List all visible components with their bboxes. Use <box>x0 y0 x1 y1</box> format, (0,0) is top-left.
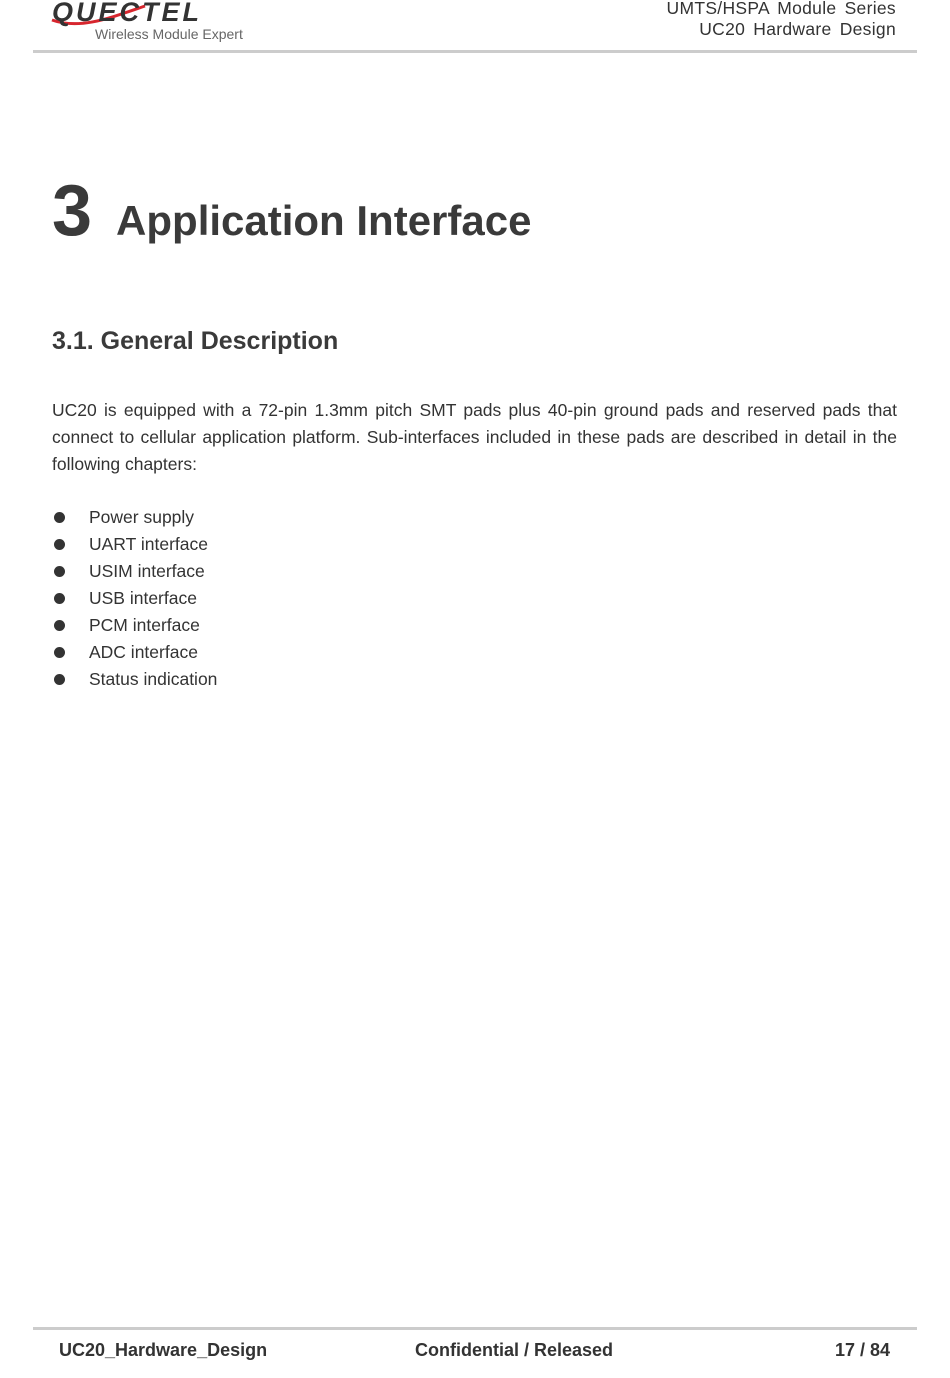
section-paragraph: UC20 is equipped with a 72-pin 1.3mm pitch SMT pads plus 40-pin ground pads and reserved pads that connect to cellular application platform. Sub-interfaces included in these pads are described in detail in the following chapters: <box>52 400 897 474</box>
list-item-text: Power supply <box>89 507 195 527</box>
bullet-icon <box>54 512 65 523</box>
list-item <box>52 585 217 612</box>
chapter-number: 3 <box>52 171 93 251</box>
list-item-text: UART interface <box>89 534 208 554</box>
bullet-icon <box>54 620 65 631</box>
list-item <box>52 504 217 531</box>
header-divider <box>33 50 917 53</box>
logo-tagline: Wireless Module Expert <box>95 26 243 42</box>
footer-status: Confidential / Released <box>415 1340 614 1360</box>
bullet-icon <box>54 674 65 685</box>
list-item <box>52 531 217 558</box>
list-item <box>52 666 217 693</box>
section-title: 3.1. General Description <box>52 327 339 355</box>
chapter-heading <box>52 170 531 252</box>
list-item <box>52 612 217 639</box>
list-item <box>52 558 217 585</box>
bullet-icon <box>54 647 65 658</box>
interface-list <box>52 504 217 693</box>
header-series: UMTS/HSPA Module Series <box>666 0 896 18</box>
footer-doc-name: UC20_Hardware_Design <box>59 1340 268 1360</box>
footer-page-number: 17 / 84 <box>834 1340 890 1360</box>
bullet-icon <box>54 539 65 550</box>
chapter-title: Application Interface <box>116 197 532 244</box>
page-header <box>0 0 950 56</box>
page-footer <box>0 1340 950 1370</box>
list-item-text: USIM interface <box>89 561 205 581</box>
header-doc-title: UC20 Hardware Design <box>699 19 896 39</box>
list-item-text: USB interface <box>89 588 197 608</box>
quectel-logo-mark <box>50 0 280 28</box>
header-doc-info <box>667 0 896 40</box>
bullet-icon <box>54 566 65 577</box>
list-item-text: ADC interface <box>89 642 198 662</box>
footer-divider <box>33 1327 917 1330</box>
list-item-text: PCM interface <box>89 615 200 635</box>
list-item <box>52 639 217 666</box>
logo-wordmark: QUECTEL <box>52 0 203 27</box>
list-item-text: Status indication <box>89 669 218 689</box>
quectel-logo <box>50 0 280 46</box>
bullet-icon <box>54 593 65 604</box>
